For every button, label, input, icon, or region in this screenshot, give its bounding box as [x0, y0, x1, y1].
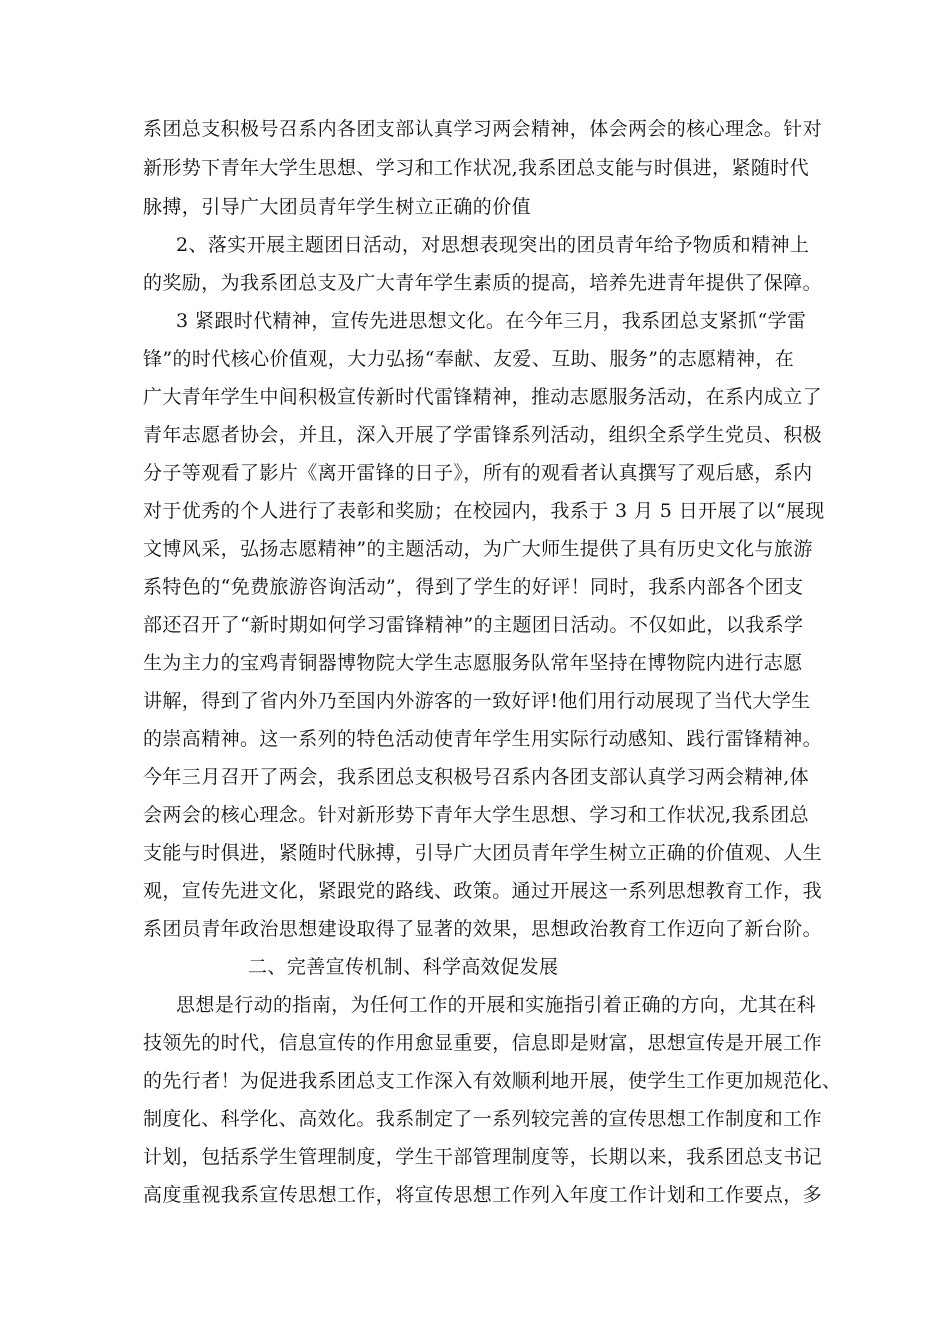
- paragraph-line: 2、落实开展主题团日活动，对思想表现突出的团员青年给予物质和精神上: [176, 234, 810, 256]
- paragraph-line: 文博风采，弘扬志愿精神”的主题活动，为广大师生提供了具有历史文化与旅游: [143, 538, 813, 560]
- paragraph-line: 制度化、科学化、高效化。我系制定了一系列较完善的宣传思想工作制度和工作: [143, 1108, 823, 1130]
- paragraph-line: 对于优秀的个人进行了表彰和奖励；在校园内，我系于 3 月 5 日开展了以“展现: [143, 500, 825, 522]
- paragraph-line: 讲解，得到了省内外乃至国内外游客的一致好评!他们用行动展现了当代大学生: [143, 690, 811, 712]
- paragraph-line: 脉搏，引导广大团员青年学生树立正确的价值: [143, 196, 532, 218]
- paragraph-line: 高度重视我系宣传思想工作，将宣传思想工作列入年度工作计划和工作要点，多: [143, 1184, 823, 1206]
- paragraph-line: 技领先的时代，信息宣传的作用愈显重要，信息即是财富，思想宣传是开展工作: [143, 1032, 823, 1054]
- paragraph-line: 系团总支积极号召系内各团支部认真学习两会精神，体会两会的核心理念。针对: [143, 118, 823, 140]
- paragraph-line: 锋”的时代核心价值观，大力弘扬“奉献、友爱、互助、服务”的志愿精神，在: [143, 348, 795, 370]
- paragraph-line: 计划，包括系学生管理制度，学生干部管理制度等，长期以来，我系团总支书记: [143, 1146, 823, 1168]
- section-heading: 二、完善宣传机制、科学高效促发展: [248, 956, 559, 978]
- paragraph-line: 的崇高精神。这一系列的特色活动使青年学生用实际行动感知、践行雷锋精神。: [143, 728, 823, 750]
- paragraph-line: 3 紧跟时代精神，宣传先进思想文化。在今年三月，我系团总支紧抓“学雷: [176, 310, 807, 332]
- paragraph-line: 青年志愿者协会，并且，深入开展了学雷锋系列活动，组织全系学生党员、积极: [143, 424, 823, 446]
- paragraph-line: 系特色的“免费旅游咨询活动”，得到了学生的好评！同时，我系内部各个团支: [143, 576, 804, 598]
- paragraph-line: 观，宣传先进文化，紧跟党的路线、政策。通过开展这一系列思想教育工作，我: [143, 880, 823, 902]
- paragraph-line: 系团员青年政治思想建设取得了显著的效果，思想政治教育工作迈向了新台阶。: [143, 918, 823, 940]
- paragraph-line: 生为主力的宝鸡青铜器博物院大学生志愿服务队常年坚持在博物院内进行志愿: [143, 652, 803, 674]
- paragraph-line: 的先行者！为促进我系团总支工作深入有效顺利地开展，使学生工作更加规范化、: [143, 1070, 842, 1092]
- paragraph-line: 分子等观看了影片《离开雷锋的日子》，所有的观看者认真撰写了观后感，系内: [143, 462, 813, 484]
- paragraph-line: 部还召开了“新时期如何学习雷锋精神”的主题团日活动。不仅如此，以我系学: [143, 614, 804, 636]
- paragraph-line: 广大青年学生中间积极宣传新时代雷锋精神，推动志愿服务活动，在系内成立了: [143, 386, 823, 408]
- paragraph-line: 新形势下青年大学生思想、学习和工作状况,我系团总支能与时俱进，紧随时代: [143, 157, 810, 179]
- paragraph-line: 支能与时俱进，紧随时代脉搏，引导广大团员青年学生树立正确的价值观、人生: [143, 842, 823, 864]
- paragraph-line: 思想是行动的指南，为任何工作的开展和实施指引着正确的方向，尤其在科: [176, 994, 817, 1016]
- paragraph-line: 今年三月召开了两会，我系团总支积极号召系内各团支部认真学习两会精神,体: [143, 766, 810, 788]
- paragraph-line: 的奖励，为我系团总支及广大青年学生素质的提高，培养先进青年提供了保障。: [143, 272, 823, 294]
- paragraph-line: 会两会的核心理念。针对新形势下青年大学生思想、学习和工作状况,我系团总: [143, 804, 810, 826]
